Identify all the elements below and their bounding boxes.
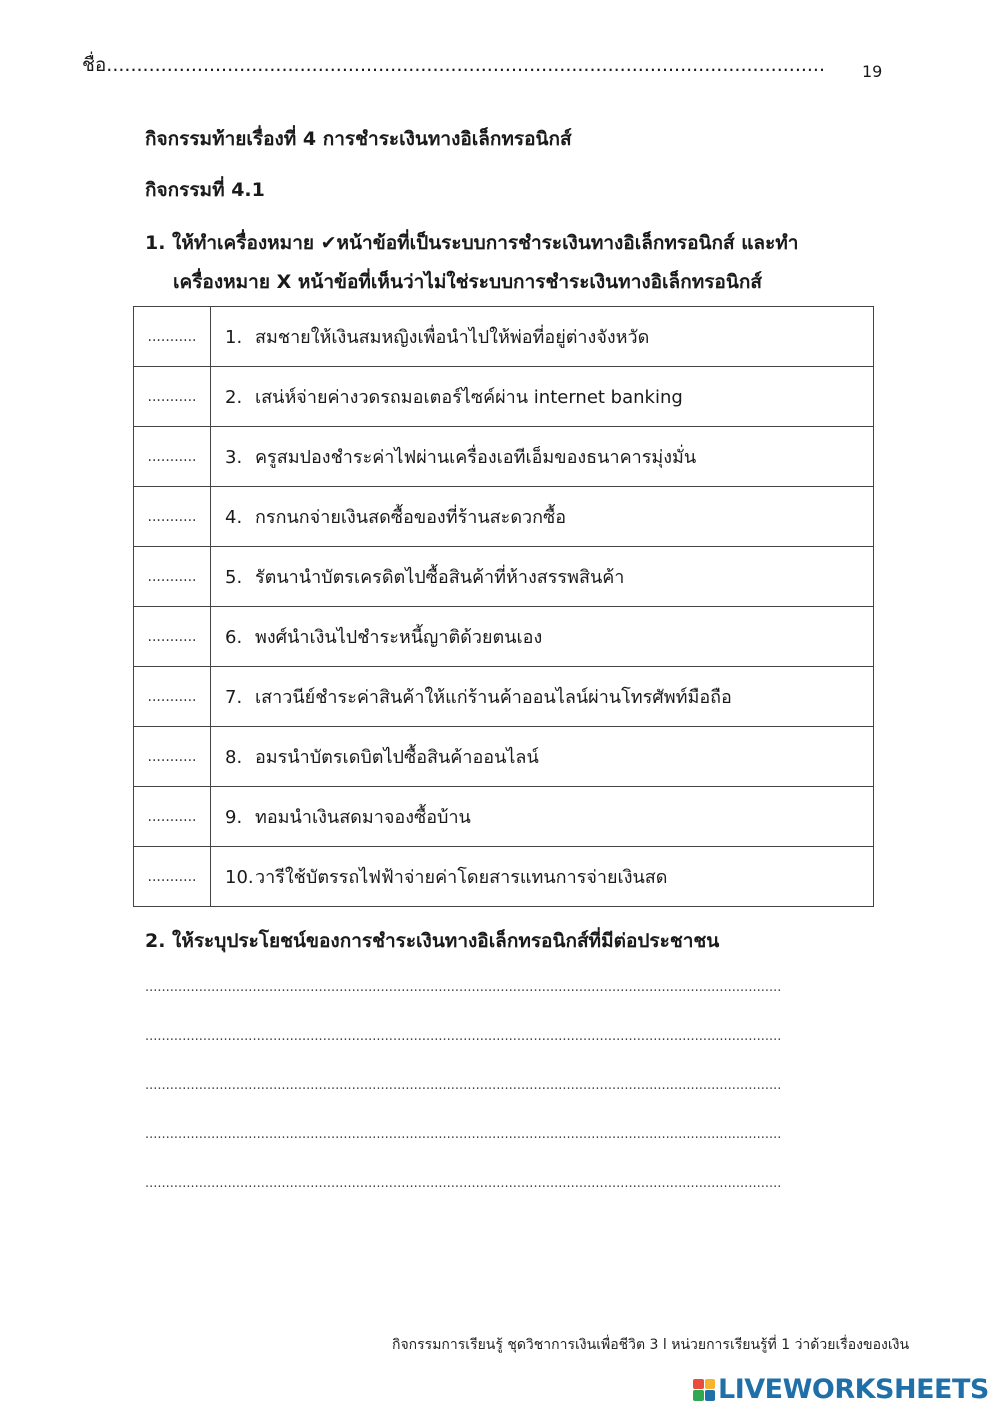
table-row (134, 487, 874, 547)
table-row (134, 547, 874, 607)
item-statement (211, 667, 874, 727)
answer-blank[interactable]: ........... (134, 607, 211, 667)
item-number: 1. (225, 327, 243, 348)
item-statement (211, 787, 874, 847)
name-field-label: ชื่อ....................................................................................................................... (82, 54, 826, 76)
answer-line[interactable]: .......................................................................................................................................................... (145, 1176, 782, 1191)
answer-line[interactable]: .......................................................................................................................................................... (145, 1078, 782, 1093)
table-row (134, 787, 874, 847)
question-1-line-1: 1. ให้ทำเครื่องหมาย ✔หน้าข้อที่เป็นระบบการชำระเงินทางอิเล็กทรอนิกส์ และทำ (145, 232, 799, 254)
item-statement (211, 367, 874, 427)
item-text: รัตนานำบัตรเครดิตไปซื้อสินค้าที่ห้างสรรพสินค้า (255, 567, 625, 588)
logo-tile (693, 1379, 704, 1390)
answer-blank[interactable]: ........... (134, 307, 211, 367)
item-statement (211, 547, 874, 607)
page-footer: กิจกรรมการเรียนรู้ ชุดวิชาการเงินเพื่อชีวิต 3 l หน่วยการเรียนรู้ที่ 1 ว่าด้วยเรื่องของเงิน (392, 1337, 910, 1353)
item-number: 6. (225, 627, 243, 648)
item-number: 3. (225, 447, 243, 468)
logo-tile (693, 1390, 704, 1401)
item-number: 7. (225, 687, 243, 708)
item-text: สมชายให้เงินสมหญิงเพื่อนำไปให้พ่อที่อยู่ต่างจังหวัด (255, 327, 650, 348)
table-row (134, 667, 874, 727)
table-row (134, 727, 874, 787)
item-number: 4. (225, 507, 243, 528)
question-1-line-2: เครื่องหมาย X หน้าข้อที่เห็นว่าไม่ใช่ระบบการชำระเงินทางอิเล็กทรอนิกส์ (173, 271, 762, 293)
item-text: กรกนกจ่ายเงินสดซื้อของที่ร้านสะดวกซื้อ (255, 507, 567, 528)
answer-lines (145, 980, 837, 1225)
item-number: 8. (225, 747, 243, 768)
item-number: 10. (225, 867, 254, 888)
item-statement (211, 727, 874, 787)
item-text: ทอมนำเงินสดมาจองซื้อบ้าน (255, 807, 471, 828)
liveworksheets-wordmark: LIVEWORKSHEETS (718, 1374, 989, 1405)
answer-line[interactable]: .......................................................................................................................................................... (145, 980, 782, 995)
item-statement (211, 607, 874, 667)
item-statement (211, 427, 874, 487)
logo-tile (705, 1390, 716, 1401)
activity-title: กิจกรรมท้ายเรื่องที่ 4 การชำระเงินทางอิเล็กทรอนิกส์ (145, 128, 572, 150)
activity-number: กิจกรรมที่ 4.1 (145, 179, 265, 201)
logo-tile (705, 1379, 716, 1390)
liveworksheets-brand[interactable] (693, 1374, 989, 1405)
table-row (134, 307, 874, 367)
item-statement (211, 307, 874, 367)
item-text: พงศ์นำเงินไปชำระหนี้ญาติด้วยตนเอง (255, 627, 543, 648)
item-text: อมรนำบัตรเดบิตไปซื้อสินค้าออนไลน์ (255, 747, 539, 768)
answer-blank[interactable]: ........... (134, 547, 211, 607)
item-number: 5. (225, 567, 243, 588)
answer-line[interactable]: .......................................................................................................................................................... (145, 1029, 782, 1044)
item-number: 9. (225, 807, 243, 828)
item-statement (211, 847, 874, 907)
item-statement (211, 487, 874, 547)
answer-blank[interactable]: ........... (134, 487, 211, 547)
answer-blank[interactable]: ........... (134, 427, 211, 487)
item-text: ครูสมปองชำระค่าไฟผ่านเครื่องเอทีเอ็มของธนาคารมุ่งมั่น (255, 447, 697, 468)
liveworksheets-logo-icon (693, 1379, 715, 1401)
question-2: 2. ให้ระบุประโยชน์ของการชำระเงินทางอิเล็กทรอนิกส์ที่มีต่อประชาชน (145, 930, 720, 952)
table-row (134, 367, 874, 427)
page-number: 19 (862, 62, 883, 81)
items-table (133, 306, 874, 907)
answer-line[interactable]: .......................................................................................................................................................... (145, 1127, 782, 1142)
item-text: วารีใช้บัตรรถไฟฟ้าจ่ายค่าโดยสารแทนการจ่ายเงินสด (255, 867, 668, 888)
answer-blank[interactable]: ........... (134, 787, 211, 847)
answer-blank[interactable]: ........... (134, 367, 211, 427)
table-row (134, 427, 874, 487)
answer-blank[interactable]: ........... (134, 847, 211, 907)
table-row (134, 847, 874, 907)
item-text: เสาวนีย์ชำระค่าสินค้าให้แก่ร้านค้าออนไลน์ผ่านโทรศัพท์มือถือ (255, 687, 732, 708)
question-1 (145, 224, 885, 302)
answer-blank[interactable]: ........... (134, 727, 211, 787)
table-row (134, 607, 874, 667)
answer-blank[interactable]: ........... (134, 667, 211, 727)
item-text: เสน่ห์จ่ายค่างวดรถมอเตอร์ไซค์ผ่าน internet banking (255, 387, 683, 408)
item-number: 2. (225, 387, 243, 408)
